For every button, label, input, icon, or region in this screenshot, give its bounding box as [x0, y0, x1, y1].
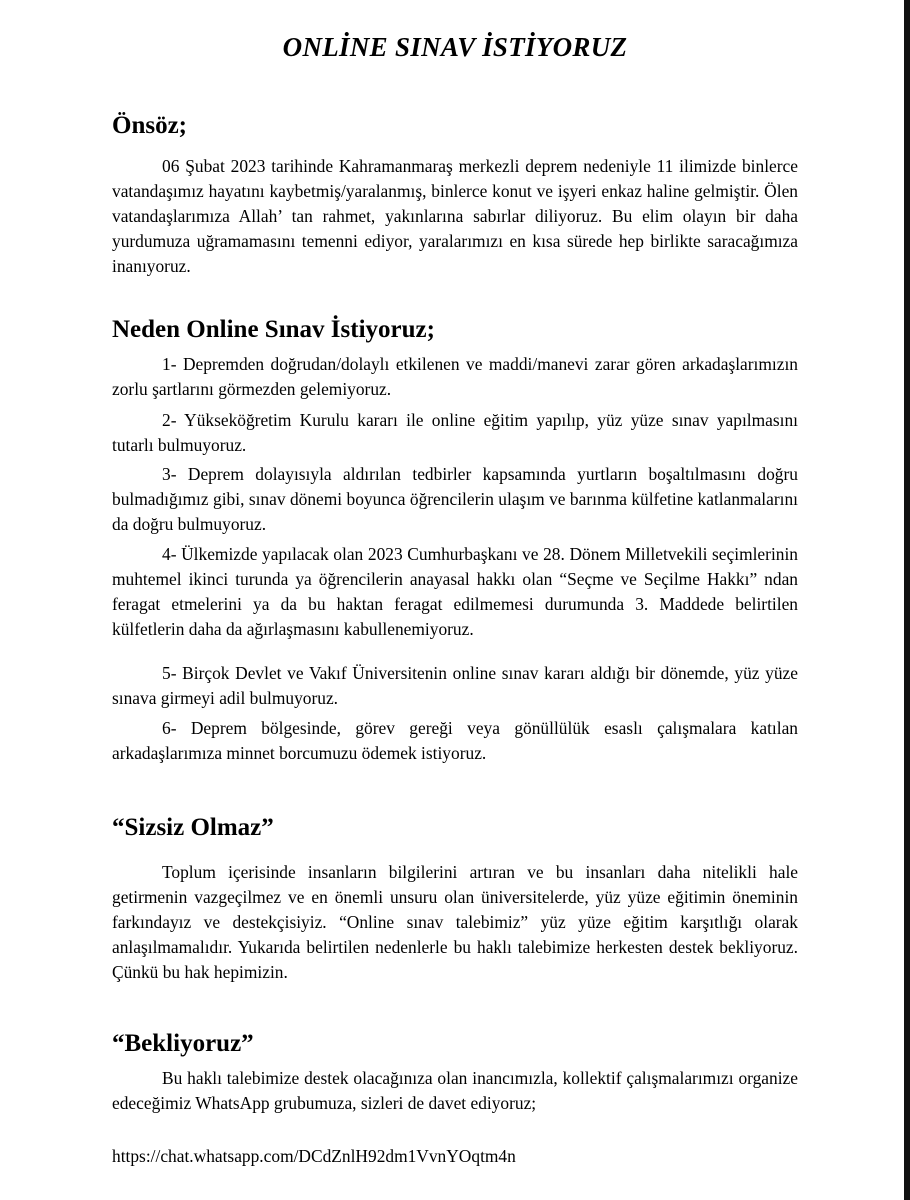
neden-item-2: 2- Yükseköğretim Kurulu kararı ile online eğitim yapılıp, yüz yüze sınav yapılmasını tutarlı bulmuyoruz.	[112, 410, 798, 455]
bekliyoruz-heading: “Bekliyoruz”	[112, 1030, 254, 1057]
bekliyoruz-paragraph: Bu haklı talebimize destek olacağınıza olan inancımızla, kollektif çalışmalarımızı organize edeceğimiz WhatsApp grubumuza, sizleri de davet ediyoruz;	[112, 1068, 798, 1113]
onsoz-heading: Önsöz;	[112, 112, 187, 139]
sizsiz-heading: “Sizsiz Olmaz”	[112, 814, 274, 841]
neden-item-4: 4- Ülkemizde yapılacak olan 2023 Cumhurbaşkanı ve 28. Dönem Milletvekili seçimlerinin muhtemel ikinci turunda ya öğrencilerin anayasal hakkı olan “Seçme ve Seçilme Hakkı” ndan feragat etmelerini ya da bu haktan feragat edilmemesi durumunda 3. Maddede belirtilen külfetlerin daha da ağırlaşmasını kabullenemiyoruz.	[112, 544, 798, 639]
neden-item-5: 5- Birçok Devlet ve Vakıf Üniversitenin online sınav kararı aldığı bir dönemde, yüz yüze sınava girmeyi adil bulmuyoruz.	[112, 663, 798, 708]
page-edge-shadow	[904, 0, 910, 1200]
neden-item-1: 1- Depremden doğrudan/dolaylı etkilenen ve maddi/manevi zarar gören arkadaşlarımızın zorlu şartlarını görmezden gelemiyoruz.	[112, 354, 798, 399]
whatsapp-link[interactable]: https://chat.whatsapp.com/DCdZnlH92dm1VvnYOqtm4n	[112, 1146, 516, 1166]
neden-heading: Neden Online Sınav İstiyoruz;	[112, 316, 435, 343]
document-title: ONLİNE SINAV İSTİYORUZ	[282, 32, 628, 62]
neden-item-3: 3- Deprem dolayısıyla aldırılan tedbirler kapsamında yurtların boşaltılmasını doğru bulmadığımız gibi, sınav dönemi boyunca öğrencilerin ulaşım ve barınma külfetine katlanmalarını da doğru bulmuyoruz.	[112, 464, 798, 534]
sizsiz-paragraph: Toplum içerisinde insanların bilgilerini artıran ve bu insanları daha nitelikli hale getirmenin vazgeçilmez ve en önemli unsuru olan üniversitelerde, yüz yüze eğitimin öneminin farkındayız ve destekçisiyiz. “Online sınav talebimiz” yüz yüze eğitim karşıtlığı olarak anlaşılmamalıdır. Yukarıda belirtilen nedenlerle bu haklı talebimize herkesten destek bekliyoruz. Çünkü bu hak hepimizin.	[112, 862, 798, 982]
neden-item-6: 6- Deprem bölgesinde, görev gereği veya gönüllülük esaslı çalışmalara katılan arkadaşlarımıza minnet borcumuzu ödemek istiyoruz.	[112, 718, 798, 763]
onsoz-paragraph: 06 Şubat 2023 tarihinde Kahramanmaraş merkezli deprem nedeniyle 11 ilimizde binlerce vatandaşımız hayatını kaybetmiş/yaralanmış, binlerce konut ve işyeri enkaz haline gelmiştir. Ölen vatandaşlarımıza Allah’ tan rahmet, yakınlarına sabırlar diliyoruz. Bu elim olayın bir daha yurdumuza uğramamasını temenni ediyor, yaralarımızı en kısa sürede hep birlikte saracağımıza inanıyoruz.	[112, 156, 798, 276]
